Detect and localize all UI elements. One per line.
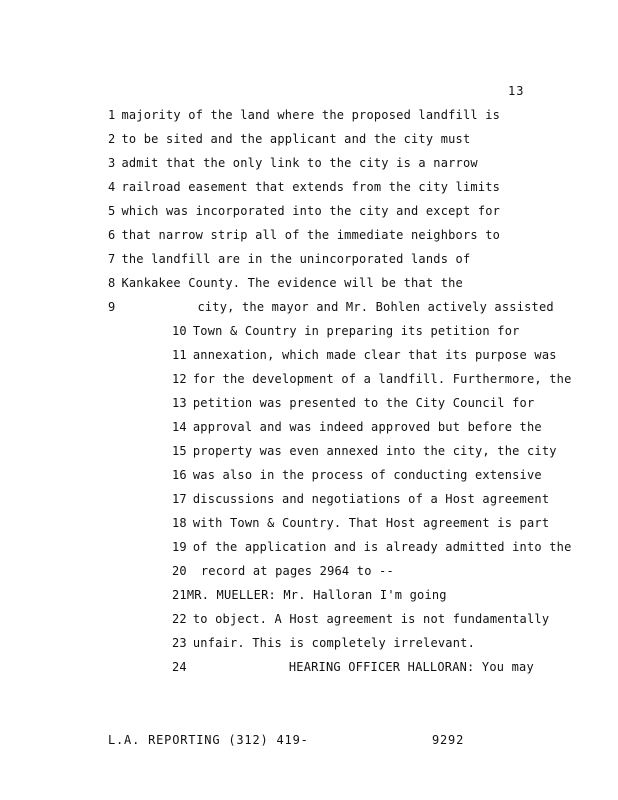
line-number: 20 [172, 564, 187, 578]
line-text: that narrow strip all of the immediate neighbors to [121, 228, 501, 242]
line-number: 12 [172, 372, 187, 386]
transcript-line [172, 660, 534, 674]
line-text: unfair. This is completely irrelevant. [192, 636, 475, 650]
line-text: to be sited and the applicant and the city must [121, 132, 471, 146]
line-number: 11 [172, 348, 187, 362]
transcript-line [172, 444, 557, 458]
line-text: city, the mayor and Mr. Bohlen actively assisted [197, 300, 554, 314]
transcript-line [172, 564, 394, 578]
line-number: 22 [172, 612, 187, 626]
transcript-line [108, 228, 500, 242]
line-text: for the development of a landfill. Furthermore, the [192, 372, 572, 386]
line-number: 1 [108, 108, 116, 122]
transcript-line [172, 540, 572, 554]
line-text: approval and was indeed approved but before the [192, 420, 542, 434]
line-text: the landfill are in the unincorporated lands of [121, 252, 471, 266]
transcript-line [172, 468, 542, 482]
line-text: record at pages 2964 to -- [200, 564, 394, 578]
line-text: petition was presented to the City Council for [192, 396, 535, 410]
transcript-line [172, 324, 520, 338]
line-text: Kankakee County. The evidence will be that the [121, 276, 463, 290]
line-number: 23 [172, 636, 187, 650]
line-number: 6 [108, 228, 116, 242]
transcript-line [108, 300, 554, 314]
transcript-line [108, 252, 470, 266]
line-number: 9 [108, 300, 116, 314]
line-number: 18 [172, 516, 187, 530]
line-number: 2 [108, 132, 116, 146]
line-number: 10 [172, 324, 187, 338]
line-text: railroad easement that extends from the city limits [121, 180, 501, 194]
line-text: which was incorporated into the city and except for [121, 204, 501, 218]
footer-phone-number: 9292 [432, 733, 465, 747]
line-number: 4 [108, 180, 116, 194]
line-number: 5 [108, 204, 116, 218]
line-number: 7 [108, 252, 116, 266]
line-text: annexation, which made clear that its purpose was [192, 348, 557, 362]
line-number: 15 [172, 444, 187, 458]
page-number: 13 [508, 84, 525, 98]
transcript-line [172, 612, 549, 626]
transcript-line [108, 276, 463, 290]
line-text: MR. MUELLER: Mr. Halloran I'm going [186, 588, 447, 602]
transcript-line [172, 372, 572, 386]
line-text: admit that the only link to the city is a narrow [121, 156, 478, 170]
line-number: 21 [172, 588, 187, 602]
transcript-line [108, 156, 478, 170]
line-number: 8 [108, 276, 116, 290]
footer-reporter: L.A. REPORTING (312) 419- [108, 733, 309, 747]
line-number: 16 [172, 468, 187, 482]
line-text: was also in the process of conducting extensive [192, 468, 542, 482]
line-text: with Town & Country. That Host agreement is part [192, 516, 550, 530]
line-number: 14 [172, 420, 187, 434]
transcript-line [172, 492, 549, 506]
transcript-line [108, 180, 500, 194]
transcript-line [172, 420, 542, 434]
line-text: discussions and negotiations of a Host agreement [192, 492, 550, 506]
line-text: to object. A Host agreement is not fundamentally [192, 612, 550, 626]
line-number: 19 [172, 540, 187, 554]
transcript-line [108, 132, 470, 146]
transcript-line [172, 348, 557, 362]
line-text: of the application and is already admitted into the [192, 540, 572, 554]
line-number: 3 [108, 156, 116, 170]
line-text: Town & Country in preparing its petition for [192, 324, 520, 338]
transcript-line [172, 636, 475, 650]
line-number: 24 [172, 660, 187, 674]
transcript-line [108, 204, 500, 218]
transcript-line [172, 516, 549, 530]
transcript-line [172, 588, 447, 602]
line-number: 17 [172, 492, 187, 506]
transcript-line [172, 396, 534, 410]
line-text: property was even annexed into the city, the city [192, 444, 557, 458]
line-text: majority of the land where the proposed landfill is [121, 108, 501, 122]
line-text: HEARING OFFICER HALLORAN: You may [288, 660, 534, 674]
line-number: 13 [172, 396, 187, 410]
transcript-line [108, 108, 500, 122]
